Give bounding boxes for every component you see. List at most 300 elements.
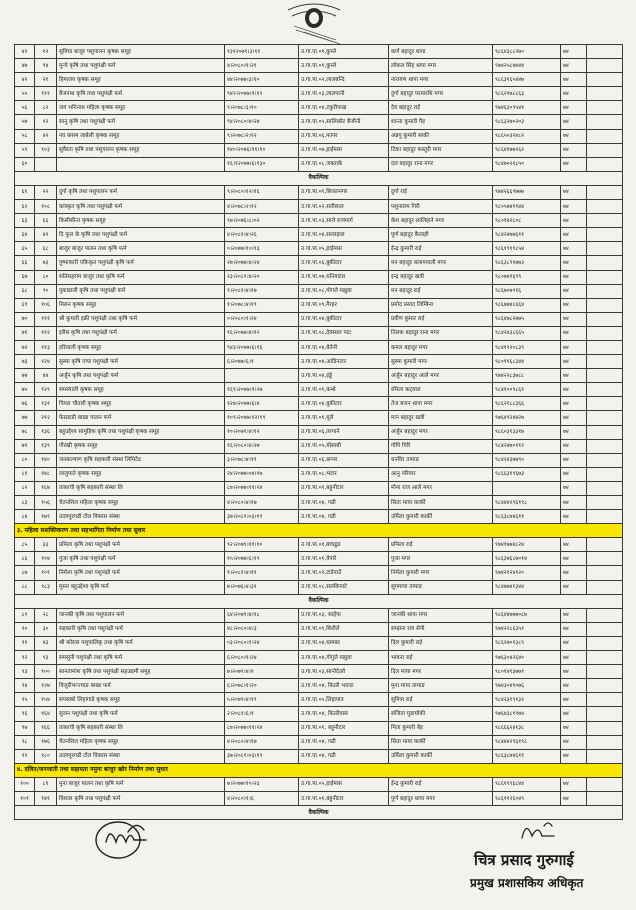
code-cell: ७४ <box>561 651 587 665</box>
left-signature <box>88 812 168 864</box>
registration-date-cell: १४०।२०७६।११।१० <box>225 143 299 157</box>
table-row <box>15 679 623 693</box>
address-cell: उ.गा.पा.०४, गढी <box>299 496 389 510</box>
organization-name-cell: समस्याली कृषक समूह <box>57 383 225 397</box>
registration-date-cell: १।२०८१।४।१७ <box>225 284 299 298</box>
registration-date-cell: ७।२०७७।१०।२३ <box>225 777 299 791</box>
serial-no-cell: ७५ <box>15 383 35 397</box>
remarks-cell <box>587 312 623 326</box>
code-cell: ७४ <box>561 326 587 340</box>
reg-id-cell: १४१ <box>35 791 57 805</box>
fund-recipient-table-sheet <box>14 44 622 820</box>
serial-no-cell: ८४ <box>15 510 35 524</box>
remarks-cell <box>587 496 623 510</box>
table-row <box>15 383 623 397</box>
reg-id-cell: १३९ <box>35 439 57 453</box>
code-cell: ७४ <box>561 707 587 721</box>
remarks-cell <box>587 101 623 115</box>
address-cell: उ.गा.पा.०९,गैरहर <box>299 298 389 312</box>
phone-cell: ९७४२६६९७७७ <box>493 185 561 199</box>
serial-no-cell: ५९ <box>15 143 35 157</box>
phone-cell: ९७४६३०९५४१ <box>493 101 561 115</box>
contact-person-cell: उर्मिला कुमारी कार्की <box>389 510 493 524</box>
code-cell: ७४ <box>561 242 587 256</box>
code-cell: ७४ <box>561 693 587 707</box>
code-cell: ७४ <box>561 665 587 679</box>
code-cell: ७४ <box>561 101 587 115</box>
address-cell: उ.गा.पा.०३,सारो राजमार्ग <box>299 214 389 228</box>
reg-id-cell: ४२ <box>35 129 57 143</box>
address-cell: उ.गा.पा.०२,टाडेपाउँ <box>299 566 389 580</box>
phone-cell: ९७६४९२४४२७ <box>493 411 561 425</box>
contact-person-cell: तिलक बहादुर राना मगर <box>389 326 493 340</box>
organization-name-cell: लालुपाते कृषक समूह <box>57 467 225 481</box>
address-cell: उ.गा.पा.०४, गढी <box>299 735 389 749</box>
serial-no-cell: १०१ <box>15 791 35 805</box>
reg-id-cell: १११ <box>35 312 57 326</box>
serial-no-cell: ७७ <box>15 411 35 425</box>
registration-date-cell: ४।२०८०।१।२१ <box>225 59 299 73</box>
reg-id-cell: १३१ <box>35 397 57 411</box>
registration-date-cell: ३७।२०८१।०३।१९ <box>225 749 299 763</box>
table-row <box>15 143 623 157</box>
table-row <box>15 326 623 340</box>
contact-person-cell: सुमित्रा राई <box>389 693 493 707</box>
reg-id-cell: ९० <box>35 284 57 298</box>
remarks-cell <box>587 707 623 721</box>
address-cell: उ.गा.पा.०६,बुकीटार <box>299 256 389 270</box>
phone-cell: ९८४२४३८६६५ <box>493 326 561 340</box>
code-cell: ७४ <box>561 777 587 791</box>
phone-cell: ९७४२२८६३५१ <box>493 622 561 636</box>
registration-date-cell: ५।२०७९।४।१९ <box>225 693 299 707</box>
remarks-cell <box>587 552 623 566</box>
reg-id-cell: ११३ <box>35 340 57 354</box>
category-subheading-text: वैकल्पिक <box>15 806 623 820</box>
serial-no-cell: ७४ <box>15 369 35 383</box>
reg-id-cell: ९३ <box>35 651 57 665</box>
remarks-cell <box>587 665 623 679</box>
reg-id-cell: २८ <box>35 608 57 622</box>
phone-cell: ९८०७४१६९९ <box>493 270 561 284</box>
remarks-cell <box>587 256 623 270</box>
phone-cell: ९८०५७४११४४ <box>493 200 561 214</box>
organization-name-cell: ताकाची कृषि सहकारी संस्था लि <box>57 481 225 495</box>
registration-date-cell: १।२०७८।४।१९ <box>225 298 299 312</box>
reg-id-cell: १११ <box>35 87 57 101</box>
registration-date-cell: ३७।२०८१।०३।१९ <box>225 510 299 524</box>
phone-cell: ९८६३८७४६११ <box>493 749 561 763</box>
contact-person-cell: मन बहादुर बलामपाली मगर <box>389 256 493 270</box>
code-cell: ७४ <box>561 270 587 284</box>
code-cell: ७४ <box>561 355 587 369</box>
registration-date-cell: ९७।२०७६।८।०२ <box>225 214 299 228</box>
address-cell: उ.गा.पा.०७,धनियाटार <box>299 270 389 284</box>
contact-person-cell: दल बहादुर राना मगर <box>389 157 493 171</box>
registration-date-cell: ४८।२०८०।४।३ <box>225 622 299 636</box>
serial-no-cell: ६२ <box>15 200 35 214</box>
reg-id-cell: १४० <box>35 453 57 467</box>
remarks-cell <box>587 369 623 383</box>
contact-person-cell: नारायण थापा मगर <box>389 73 493 87</box>
registration-date-cell: ०।२०७७।१०।१३ <box>225 242 299 256</box>
table-row <box>15 608 623 622</box>
code-cell: ७४ <box>561 608 587 622</box>
contact-person-cell: प्रमोद प्रसाद लिम्बिना <box>389 298 493 312</box>
contact-person-cell: संजिता मुडाघोकी <box>389 707 493 721</box>
table-row <box>15 425 623 439</box>
organization-name-cell: उदयपुरगढी टोल विकास संस्था <box>57 749 225 763</box>
address-cell: उ.गा.पा.०१,कन्थे <box>299 383 389 397</box>
registration-date-cell: ९।२०८०।१२।१६ <box>225 185 299 199</box>
serial-no-cell: ९८ <box>15 735 35 749</box>
reg-id-cell: ३३ <box>35 538 57 552</box>
registration-date-cell: १३१२०७१।३।१२ <box>225 45 299 59</box>
contact-person-cell: पुर्ण बहादुर थापा मगर <box>389 791 493 805</box>
address-cell: उ.गा.पा.०४,इड्डे <box>299 369 389 383</box>
serial-no-cell: ७२ <box>15 340 35 354</box>
code-cell: ७४ <box>561 298 587 312</box>
contact-person-cell: पशुनाराम गिरी <box>389 200 493 214</box>
registration-date-cell: ९।२०७८।३।१० <box>225 101 299 115</box>
contact-person-cell: सुस्मा कुमारी मगर <box>389 355 493 369</box>
table-row <box>15 340 623 354</box>
code-cell: ७४ <box>561 636 587 650</box>
address-cell: उ.गा.पा.०८,गोगले मझुवा <box>299 284 389 298</box>
registration-date-cell: ४।२०८०।४।१७ <box>225 735 299 749</box>
contact-person-cell: सम्झना राय सेपी <box>389 622 493 636</box>
serial-no-cell: ८७ <box>15 566 35 580</box>
code-cell: ७४ <box>561 749 587 763</box>
serial-no-cell: ६० <box>15 157 35 171</box>
reg-id-cell: १६६ <box>35 721 57 735</box>
code-cell: ७४ <box>561 439 587 453</box>
registration-date-cell: २।२०८१।६।१ <box>225 707 299 721</box>
contact-person-cell: सुगमाया तामाङ <box>389 580 493 594</box>
officer-name: चित्र प्रसाद गुरुगाई <box>474 851 574 869</box>
serial-no-cell: ८६ <box>15 552 35 566</box>
organization-name-cell: मुस्ना बहुउद्देश्य कृषि फर्म <box>57 580 225 594</box>
serial-no-cell: ४७ <box>15 59 35 73</box>
remarks-cell <box>587 651 623 665</box>
serial-no-cell: ६१ <box>15 185 35 199</box>
contact-person-cell: लोकल सिंह थापा मगर <box>389 59 493 73</box>
contact-person-cell: देव बहादुर राई <box>389 101 493 115</box>
code-cell: ७४ <box>561 496 587 510</box>
table-row <box>15 129 623 143</box>
phone-cell: ९८४२४७०११२ <box>493 439 561 453</box>
phone-cell: ९८६२१८८३६६ <box>493 397 561 411</box>
table-row <box>15 369 623 383</box>
organization-name-cell: समसुनी पशुपंक्षी तथा कृषि फर्म <box>57 651 225 665</box>
code-cell: ७४ <box>561 143 587 157</box>
code-cell: ७४ <box>561 340 587 354</box>
table-row <box>15 355 623 369</box>
table-row <box>15 707 623 721</box>
office-seal <box>274 2 354 44</box>
serial-no-cell: ६९ <box>15 298 35 312</box>
table-row <box>15 185 623 199</box>
organization-name-cell: बहुउद्देश्य सामुहिक कृषि तथा पशुपंक्षी कृषक समूह <box>57 425 225 439</box>
serial-no-cell: ८२ <box>15 481 35 495</box>
phone-cell: ९८६७७४८६६४ <box>493 298 561 312</box>
registration-date-cell: १०९।२०७७।१२।१९ <box>225 411 299 425</box>
serial-no-cell: ९४ <box>15 679 35 693</box>
organization-name-cell: पिपल चौतारी कृषक समूह <box>57 397 225 411</box>
table-row <box>15 45 623 59</box>
remarks-cell <box>587 735 623 749</box>
address-cell: उ.गा.पा.०३,सानोदेउवे <box>299 665 389 679</box>
phone-cell: ९८६११९६८४४ <box>493 777 561 791</box>
table-row <box>15 580 623 594</box>
serial-no-cell: ९७ <box>15 721 35 735</box>
registration-date-cell: ६।२०७७।६।१ <box>225 355 299 369</box>
organization-name-cell: इरीस कृषि तथा पशुपंक्षी फर्म <box>57 326 225 340</box>
remarks-cell <box>587 721 623 735</box>
registration-date-cell: ४।२०७८।२।१२ <box>225 200 299 214</box>
address-cell: उ.गा.पा.०४,सल्लहाल <box>299 228 389 242</box>
address-cell: उ.गा.पा.०५,मोसाबी <box>299 439 389 453</box>
contact-person-cell: शान्ता कुमारी गैह <box>389 115 493 129</box>
right-signature <box>482 816 592 844</box>
organization-name-cell: सुस्मा कृषि एण्ड पशुपंक्षी फर्म <box>57 355 225 369</box>
organization-name-cell: नव कसम लाबेली कृषक समूह <box>57 129 225 143</box>
reg-id-cell: १०३ <box>35 143 57 157</box>
reg-id-cell: १२ <box>35 45 57 59</box>
serial-no-cell: ७१ <box>15 326 35 340</box>
contact-person-cell: मन बहादुर राई <box>389 284 493 298</box>
reg-id-cell: १८० <box>35 749 57 763</box>
code-cell: ७४ <box>561 411 587 425</box>
code-cell: ७४ <box>561 73 587 87</box>
phone-cell <box>493 481 561 495</box>
code-cell: ७४ <box>561 510 587 524</box>
remarks-cell <box>587 397 623 411</box>
serial-no-cell: ७० <box>15 312 35 326</box>
reg-id-cell: १८३ <box>35 580 57 594</box>
reg-id-cell: ४२ <box>35 228 57 242</box>
contact-person-cell: पूर्ण बहादुर कैलाही <box>389 228 493 242</box>
address-cell: उ.गा.पा.०५,हाईमास <box>299 242 389 256</box>
phone-cell: ९८४१००९८६१ <box>493 383 561 397</box>
contact-person-cell: उर्मिला कुमारी कार्की <box>389 749 493 763</box>
section-heading-text: ३. महिला सशक्तिकरण तथा सहभागिता निर्माण तथा सुधार <box>15 524 623 538</box>
phone-cell: ९८०१४१३७७१ <box>493 665 561 679</box>
reg-id-cell: ६८ <box>35 242 57 256</box>
reg-id-cell: ६६ <box>35 214 57 228</box>
code-cell: ७४ <box>561 214 587 228</box>
category-subheading <box>15 171 623 185</box>
code-cell: ७४ <box>561 481 587 495</box>
registration-date-cell: १०।२०७९।४।१२ <box>225 425 299 439</box>
phone-cell: ९८६३८९१७७३ <box>493 256 561 270</box>
table-row <box>15 538 623 552</box>
organization-name-cell: ताकाची कृषि सहकारी संस्था लि <box>57 721 225 735</box>
contact-person-cell: इन्द्र बहादुर खत्री <box>389 270 493 284</box>
table-row <box>15 510 623 524</box>
remarks-cell <box>587 185 623 199</box>
address-cell: उ.गा.पा.०२,लालबन्दि <box>299 73 389 87</box>
code-cell: ७४ <box>561 87 587 101</box>
serial-no-cell: ९६ <box>15 707 35 721</box>
code-cell: ७४ <box>561 115 587 129</box>
registration-date-cell <box>225 369 299 383</box>
contact-person-cell: धनविर तामाङ <box>389 453 493 467</box>
registration-date-cell: १६९।२०७७।१।२७ <box>225 383 299 397</box>
organization-name-cell: सहकारी कृषि तथा पशुपंक्षी फर्म <box>57 622 225 636</box>
remarks-cell <box>587 228 623 242</box>
address-cell: उ.गा.पा.०४, बिउरी भयाङ <box>299 679 389 693</box>
organization-name-cell: बाजुर बाजुर पालन तथा कृषि फर्म <box>57 242 225 256</box>
address-cell: उ.गा.पा.०१, बहुनीटार <box>299 721 389 735</box>
serial-no-cell: ६७ <box>15 270 35 284</box>
contact-person-cell: मिता कुमारी बेह <box>389 721 493 735</box>
phone-cell: ९७४३०४१०७६ <box>493 679 561 693</box>
phone-cell: ९८०१४२८०८ <box>493 214 561 228</box>
section-heading <box>15 763 623 777</box>
contact-person-cell: भावना राई <box>389 651 493 665</box>
contact-person-cell: प्रमिला राई <box>389 538 493 552</box>
remarks-cell <box>587 467 623 481</box>
contact-person-cell: तेज बजन थापा मगर <box>389 397 493 411</box>
table-row <box>15 242 623 256</box>
phone-cell: ९८४४४२९६१९८ <box>493 496 561 510</box>
code-cell: ७४ <box>561 425 587 439</box>
phone-cell: ९८६०३१३३१७ <box>493 425 561 439</box>
registration-date-cell: ६४।२०७९।४।१८ <box>225 608 299 622</box>
contact-person-cell: दिल माया मगर <box>389 665 493 679</box>
reg-id-cell: ४४ <box>35 369 57 383</box>
registration-date-cell: २७।२०७७।४।२४ <box>225 256 299 270</box>
contact-person-cell: आनु परियार <box>389 467 493 481</box>
registration-date-cell: ६।२०७८।१।२० <box>225 679 299 693</box>
contact-person-cell: निर्मला कुमारी मगर <box>389 566 493 580</box>
phone-cell: ९७६३०४२६४० <box>493 651 561 665</box>
reg-id-cell: ११२ <box>35 326 57 340</box>
registration-date-cell: ९४२।२०७७।१।१२ <box>225 87 299 101</box>
phone-cell: ९८६३२७०२०३ <box>493 115 561 129</box>
address-cell: उ.गा.पा.०२,सतीसाल <box>299 200 389 214</box>
serial-no-cell: ५७ <box>15 115 35 129</box>
remarks-cell <box>587 538 623 552</box>
reg-id-cell: ८२ <box>35 101 57 115</box>
phone-cell: ९८४२४७७६११ <box>493 228 561 242</box>
reg-id-cell: १३६ <box>35 425 57 439</box>
registration-date-cell: १५।२०७७।६।१९ <box>225 552 299 566</box>
contact-person-cell: पुजा मगर <box>389 552 493 566</box>
table-row <box>15 397 623 411</box>
organization-name-cell: बैजनाथ कृषि तथा पशुपंक्षी फर्म <box>57 87 225 101</box>
phone-cell: ९८६३८७४६११ <box>493 510 561 524</box>
serial-no-cell: ९० <box>15 622 35 636</box>
organization-name-cell: पुकाडाली कृषि तथा पशुपंक्षी फर्म <box>57 284 225 298</box>
code-cell: ७४ <box>561 721 587 735</box>
phone-cell: ९८६३१६५४४७ <box>493 73 561 87</box>
reg-id-cell: १०० <box>35 665 57 679</box>
registration-date-cell: ९४३।२०७७।६।१६ <box>225 340 299 354</box>
reg-id-cell: ८० <box>35 270 57 284</box>
remarks-cell <box>587 270 623 284</box>
reg-id-cell: ७३ <box>35 256 57 270</box>
registration-date-cell: ०।२०८०।१।२४ <box>225 312 299 326</box>
contact-person-cell: दुर्गा बहादुर परमारथि मगर <box>389 87 493 101</box>
reg-id-cell: १६४ <box>35 707 57 721</box>
address-cell: उ.गा.पा.०४,बुकीटार <box>299 312 389 326</box>
remarks-cell <box>587 326 623 340</box>
address-cell: उ.गा.पा.०४, गढी <box>299 749 389 763</box>
address-cell: उ.गा.पा.०४,बेतेनी <box>299 340 389 354</box>
address-cell: उ.गा.पा.०४,गोगुले मझुवा <box>299 651 389 665</box>
table-row <box>15 622 623 636</box>
address-cell: उ.गा.पा.०६,फापर <box>299 129 389 143</box>
code-cell: ७४ <box>561 566 587 580</box>
table-row <box>15 481 623 495</box>
phone-cell: ९८६४३८८२७० <box>493 45 561 59</box>
organization-name-cell: सुजन पशुपंक्षी तथा कृषि फर्म <box>57 707 225 721</box>
address-cell: उ.गा.पा.०७,हाईमास <box>299 143 389 157</box>
registration-date-cell: ७।२०७९।४।१ <box>225 665 299 679</box>
reg-id-cell: १२९ <box>35 383 57 397</box>
registration-date-cell: ०३।२०८०।१।२४ <box>225 636 299 650</box>
phone-cell: ९८०११६८३४४ <box>493 355 561 369</box>
organization-name-cell: श्री कुमली इक्री पशुपंक्षी तथा कृषि फर्म <box>57 312 225 326</box>
reg-id-cell: १२ <box>35 115 57 129</box>
reg-id-cell: १२४ <box>35 355 57 369</box>
table-row <box>15 735 623 749</box>
address-cell: उ.गा.पा.०५,सालिकोट बैजीनी <box>299 115 389 129</box>
table-row <box>15 228 623 242</box>
serial-no-cell: ७३ <box>15 355 35 369</box>
contact-person-cell: अन्नपु कुमारी साकी <box>389 129 493 143</box>
contact-person-cell: टिका बहादुर कस्तुरी मगर <box>389 143 493 157</box>
serial-no-cell: ८३ <box>15 496 35 510</box>
remarks-cell <box>587 791 623 805</box>
registration-date-cell: ४४।२०७७।३।१० <box>225 73 299 87</box>
phone-cell: ९८६६३१९६७३ <box>493 467 561 481</box>
phone-cell: ९८६७०७९१६ <box>493 284 561 298</box>
serial-no-cell: ७८ <box>15 425 35 439</box>
table-row <box>15 411 623 425</box>
serial-no-cell: ९३ <box>15 665 35 679</box>
remarks-cell <box>587 284 623 298</box>
organization-name-cell: दुर्गा कृषि तथा पशुपालन फर्म <box>57 185 225 199</box>
reg-id-cell: १२७ <box>35 679 57 693</box>
code-cell: ७४ <box>561 157 587 171</box>
code-cell: ७४ <box>561 228 587 242</box>
remarks-cell <box>587 214 623 228</box>
serial-no-cell: ६५ <box>15 242 35 256</box>
remarks-cell <box>587 453 623 467</box>
remarks-cell <box>587 298 623 312</box>
code-cell: ७४ <box>561 538 587 552</box>
phone-cell: ९७६४३८१९७४ <box>493 707 561 721</box>
organization-name-cell: सानु कृषि तथा पशुपंक्षी फर्म <box>57 115 225 129</box>
organization-name-cell: सानतामांश कृषि तथा पशुपंक्षी सहउद्यमी समूह <box>57 665 225 679</box>
registration-date-cell: ४।२०८०।४।१७ <box>225 496 299 510</box>
organization-name-cell: पुष्पाकारी एकिकृत पशुपंक्षी कृषि फर्म <box>57 256 225 270</box>
serial-no-cell: ९२ <box>15 651 35 665</box>
contact-person-cell: कर्ण बहादुर थापा <box>389 45 493 59</box>
registration-date-cell: १२७।२०७७।६।४ <box>225 397 299 411</box>
remarks-cell <box>587 157 623 171</box>
table-row <box>15 157 623 171</box>
remarks-cell <box>587 59 623 73</box>
contact-person-cell: सिता माया कार्की <box>389 735 493 749</box>
remarks-cell <box>587 481 623 495</box>
phone-cell: ९८४१९२०८३९ <box>493 340 561 354</box>
organization-name-cell: हिमालय कृषक समूह <box>57 73 225 87</box>
registration-date-cell: १६।१२०७७।६।१३० <box>225 157 299 171</box>
